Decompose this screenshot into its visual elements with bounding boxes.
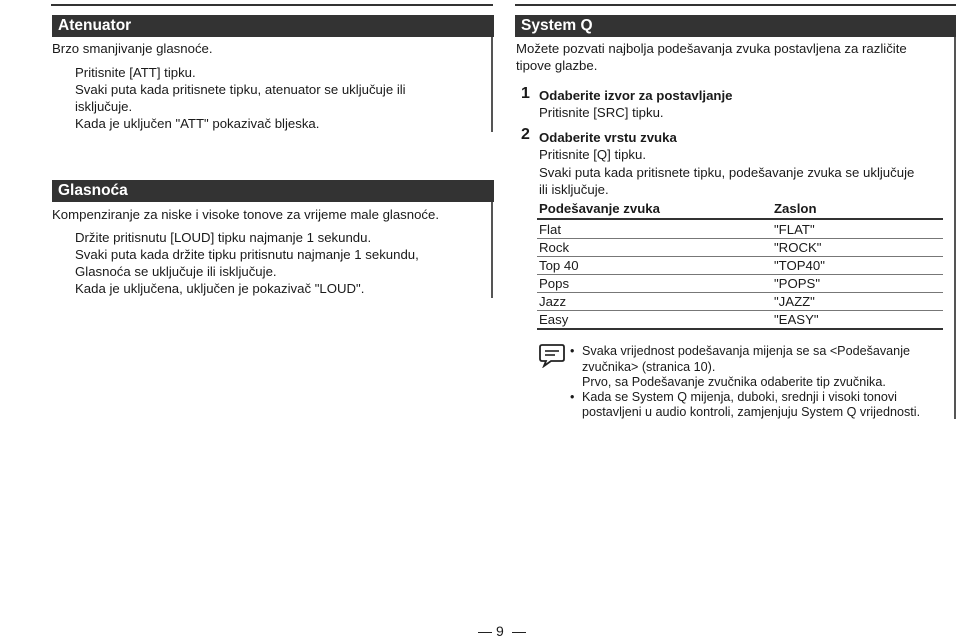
atenuator-line-1: Pritisnite [ATT] tipku. — [75, 65, 196, 80]
table-bottom-rule — [537, 328, 943, 330]
top-rule-right — [515, 4, 956, 6]
table-cell-display: "FLAT" — [774, 222, 815, 237]
table-cell-setting: Jazz — [539, 294, 567, 309]
step-1-line-1: Pritisnite [SRC] tipku. — [539, 105, 664, 120]
table-cell-setting: Top 40 — [539, 258, 579, 273]
table-cell-display: "EASY" — [774, 312, 819, 327]
step-title-2: Odaberite vrstu zvuka — [539, 130, 677, 145]
note-icon — [538, 342, 566, 368]
table-cell-setting: Flat — [539, 222, 561, 237]
top-rule-left — [51, 4, 493, 6]
glasnoca-line-4: Kada je uključena, uključen je pokazivač "LOUD". — [75, 281, 365, 296]
table-row-rule — [537, 238, 943, 239]
note-line-2: zvučnika> (stranica 10). — [582, 360, 716, 374]
section-header-system-q — [515, 15, 956, 37]
table-cell-display: "POPS" — [774, 276, 821, 291]
note-line-5: postavljeni u audio kontroli, zamjenjuju System Q vrijednosti. — [582, 405, 921, 419]
table-header-rule — [537, 218, 943, 220]
glasnoca-line-3: Glasnoća se uključuje ili isključuje. — [75, 264, 277, 279]
step-number-1: 1 — [521, 85, 530, 102]
glasnoca-line-1: Držite pritisnutu [LOUD] tipku najmanje 1 sekundu. — [75, 230, 372, 245]
note-line-4: • Kada se System Q mijenja, duboki, srednji i visoki tonovi — [582, 389, 897, 407]
atenuator-line-2: Svaki puta kada pritisnete tipku, atenuator se uključuje ili — [75, 82, 406, 97]
system-q-intro-2: tipove glazbe. — [516, 58, 598, 73]
table-cell-setting: Easy — [539, 312, 569, 327]
page-number-dash — [478, 632, 492, 633]
table-row-rule — [537, 274, 943, 275]
atenuator-line-3: isključuje. — [75, 99, 133, 114]
section-title: Atenuator — [58, 17, 132, 34]
table-header-setting: Podešavanje zvuka — [539, 201, 660, 216]
glasnoca-intro: Kompenziranje za niske i visoke tonove za vrijeme male glasnoće. — [52, 207, 440, 222]
table-cell-setting: Pops — [539, 276, 570, 291]
table-cell-display: "TOP40" — [774, 258, 825, 273]
section-rule-glasnoca — [491, 202, 493, 298]
table-row-rule — [537, 310, 943, 311]
section-title: Glasnoća — [58, 182, 128, 199]
atenuator-intro: Brzo smanjivanje glasnoće. — [52, 41, 213, 56]
table-cell-display: "ROCK" — [774, 240, 822, 255]
table-header-display: Zaslon — [774, 201, 817, 216]
section-header-glasnoca — [52, 180, 494, 202]
page-number: 9 — [496, 623, 504, 639]
step-title-1: Odaberite izvor za postavljanje — [539, 88, 733, 103]
section-rule-system-q — [954, 37, 956, 419]
system-q-intro-1: Možete pozvati najbolja podešavanja zvuka postavljena za različite — [516, 41, 907, 56]
table-row-rule — [537, 292, 943, 293]
note-line-1: • Svaka vrijednost podešavanja mijenja se sa <Podešavanje — [582, 343, 910, 361]
section-rule-atenuator — [491, 37, 493, 132]
table-cell-setting: Rock — [539, 240, 570, 255]
step-number-2: 2 — [521, 126, 530, 143]
atenuator-line-4: Kada je uključen "ATT" pokazivač bljeska. — [75, 116, 320, 131]
table-row-rule — [537, 256, 943, 257]
glasnoca-line-2: Svaki puta kada držite tipku pritisnutu najmanje 1 sekundu, — [75, 247, 419, 262]
table-cell-display: "JAZZ" — [774, 294, 815, 309]
section-header-atenuator — [52, 15, 494, 37]
step-2-line-3: ili isključuje. — [539, 182, 609, 197]
step-2-line-2: Svaki puta kada pritisnete tipku, podešavanje zvuka se uključuje — [539, 165, 915, 180]
step-2-line-1: Pritisnite [Q] tipku. — [539, 147, 647, 162]
page-number-dash — [512, 632, 526, 633]
section-title: System Q — [521, 17, 593, 34]
note-line-3: Prvo, sa Podešavanje zvučnika odaberite tip zvučnika. — [582, 375, 886, 389]
